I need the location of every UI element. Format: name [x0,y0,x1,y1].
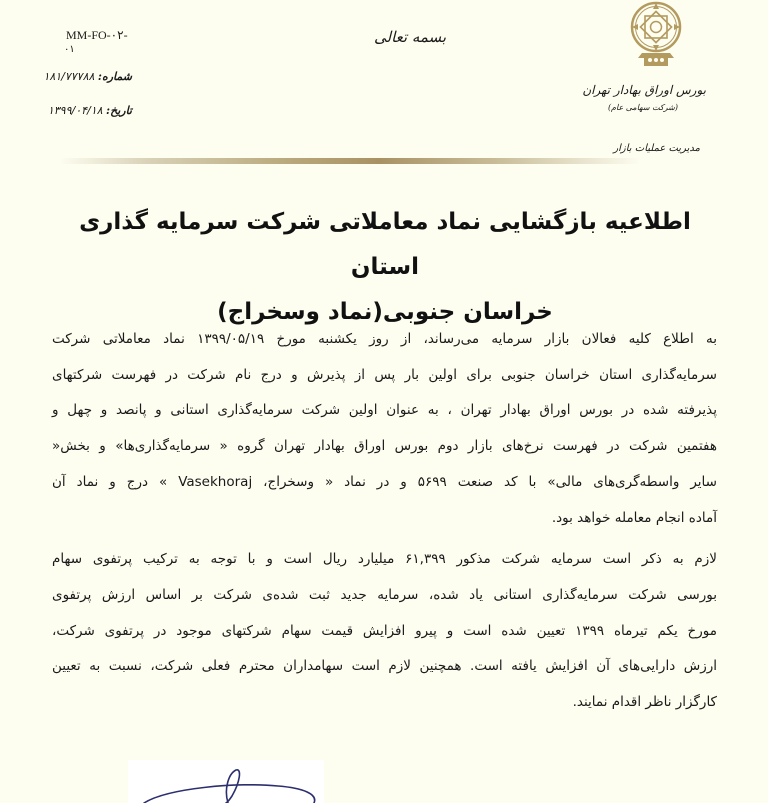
body-line: سرمایه‌گذاری استان خراسان جنوبی برای اولین بار پس از پذیرش و درج نام شرکت در فهرست شرکتهای [52,366,717,383]
body-line: لازم به ذکر است سرمایه شرکت مذکور ۶۱,۳۹۹ میلیارد ریال است و با توجه به ترکیب پرتفوی سهام [52,551,717,568]
department-name: مدیریت عملیات بازار [613,143,700,154]
invocation: بسمه تعالی [374,28,447,46]
letter-date [48,104,132,117]
organization-subtitle: (شرکت سهامی عام) [607,103,678,112]
tehran-stock-exchange-emblem-icon [628,0,684,70]
letter-date-label: تاریخ: [106,104,132,117]
paragraph-capital-note [52,542,717,721]
title-line-1: اطلاعیه بازگشایی نماد معاملاتی شرکت سرمایه گذاری استان [79,209,691,280]
letter-number-label: شماره: [97,70,132,83]
body-line: پذیرفته شده در بورس اوراق بهادار تهران ، به عنوان اولین شرکت سرمایه‌گذاری استانی و پانصد و چهل و [52,402,717,419]
body-line: ارزش دارایی‌های آن افزایش یافته است. همچنین لازم است سهامداران محترم فعلی شرکت، نسبت به تعیین [52,658,717,675]
letter-number [43,70,132,83]
form-code-suffix: ۰۱ [64,44,75,55]
body-line: هفتمین شرکت در فهرست نرخ‌های بازار دوم بورس اوراق بهادار تهران گروه « سرمایه‌گذاری‌ها» و بخش« [52,438,717,455]
body-line: به اطلاع کلیه فعالان بازار سرمایه می‌رساند، از روز یکشنبه مورخ ۱۳۹۹/۰۵/۱۹ نماد معاملاتی شرکت [52,331,717,347]
form-code: MM-FO-۰۲- [66,28,128,42]
body-line: سایر واسطه‌گری‌های مالی» با کد صنعت ۵۶۹۹ و در نماد « وسخراج، Vasekhoraj » درج و نماد آن [52,473,717,490]
title-line-2: خراسان جنوبی(نماد وسخراج) [217,299,553,325]
header-divider [60,158,640,164]
announcement-body [52,322,717,721]
letter-number-value: ۱۸۱/۷۷۷۸۸ [43,70,95,83]
body-line: مورخ یکم تیرماه ۱۳۹۹ تعیین شده است و پیرو افزایش قیمت سهام شرکتهای موجود در پرتفوی شرکت، [52,622,717,639]
body-line: کارگزار ناظر اقدام نمایند. [572,694,717,711]
paragraph-opening-announcement [52,322,717,536]
body-line: بورسی شرکت سرمایه‌گذاری استانی یاد شده، سرمایه جدید ثبت شده‌ی شرکت بر اساس ارزش پرتفوی [52,586,717,603]
organization-name: بورس اوراق بهادار تهران [582,83,706,97]
announcement-title [60,200,710,335]
letter-date-value: ۱۳۹۹/۰۴/۱۸ [47,104,103,117]
signature-icon [128,760,324,803]
body-line: آماده انجام معامله خواهد بود. [551,509,717,526]
